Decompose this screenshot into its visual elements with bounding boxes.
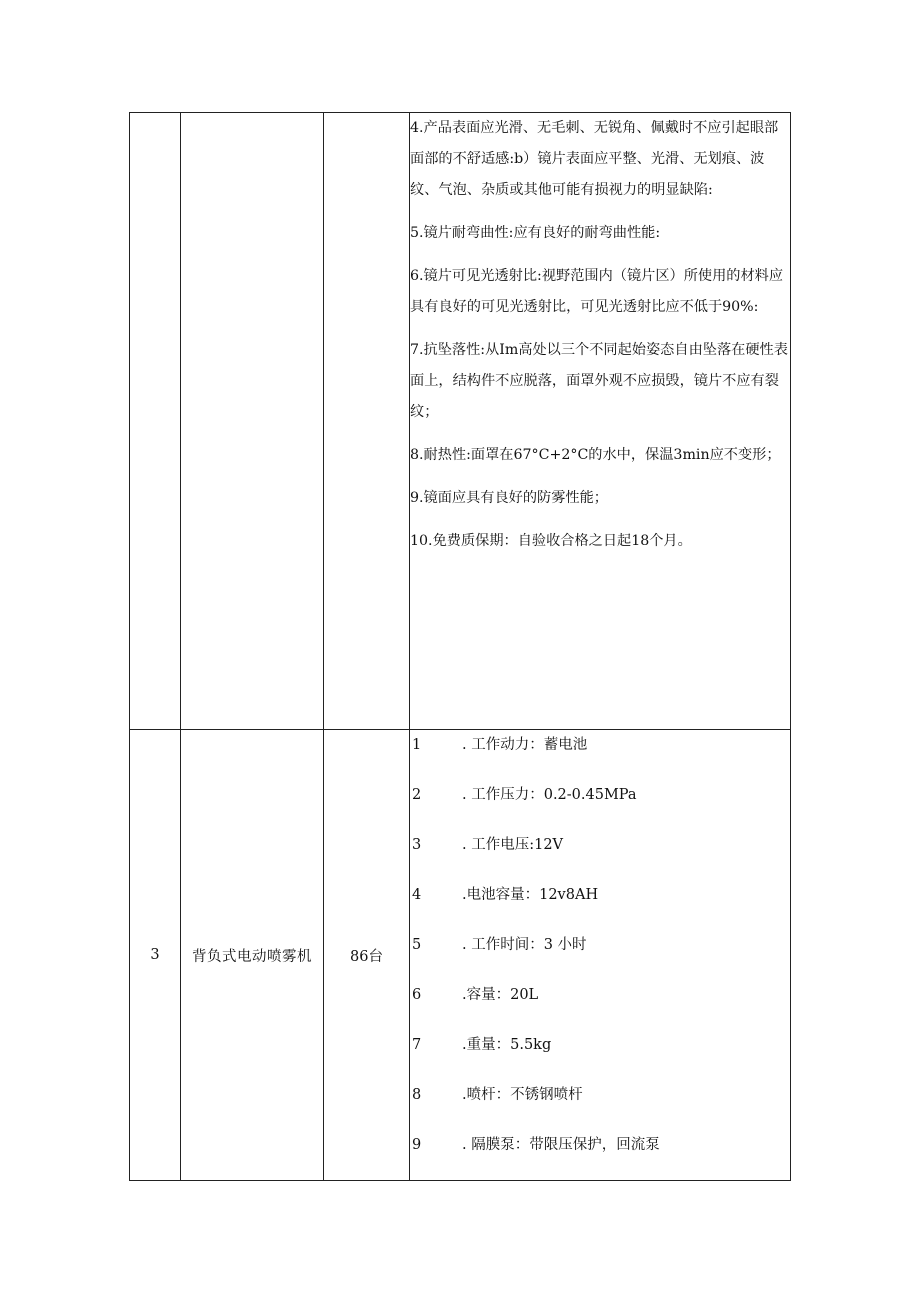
spec-text: .容量：20L <box>462 987 539 1003</box>
spec-number: 9 <box>412 1137 422 1153</box>
requirement-item: 4.产品表面应光滑、无毛刺、无锐角、佩戴时不应引起眼部面部的不舒适感:b）镜片表面应平整、光滑、无划痕、波纹、气泡、杂质或其他可能有损视力的明显缺陷: <box>410 120 779 198</box>
spec-text: .喷杆：不锈钢喷杆 <box>462 1087 583 1103</box>
spec-number: 1 <box>412 737 422 753</box>
spec-number: 3 <box>412 837 422 853</box>
spec-item <box>410 780 790 830</box>
table-row-item-3 <box>130 730 791 1181</box>
spec-item <box>410 1130 790 1180</box>
spec-item <box>410 730 790 780</box>
spec-text: . 工作动力：蓄电池 <box>462 737 588 753</box>
spec-item <box>410 1030 790 1080</box>
spec-item <box>410 930 790 980</box>
requirement-item: 10.免费质保期：自验收合格之日起18个月。 <box>410 533 692 549</box>
spec-text: . 工作时间：3 小时 <box>462 937 587 953</box>
name-cell <box>181 113 324 730</box>
requirement-item: 9.镜面应具有良好的防雾性能； <box>410 490 608 506</box>
spec-number: 8 <box>412 1087 422 1103</box>
index-cell <box>130 113 181 730</box>
specs-cell <box>410 730 791 1181</box>
spec-text: . 工作压力：0.2-0.45MPa <box>462 787 637 803</box>
requirements-cell <box>410 113 791 730</box>
name-cell: 背负式电动喷雾机 <box>181 730 324 1181</box>
spec-number: 2 <box>412 787 422 803</box>
spec-text: . 工作电压:12V <box>462 837 564 853</box>
index-cell: 3 <box>130 730 181 1181</box>
requirement-item: 5.镜片耐弯曲性:应有良好的耐弯曲性能: <box>410 225 661 241</box>
quantity-cell <box>324 113 410 730</box>
requirement-item: 6.镜片可见光透射比:视野范围内（镜片区）所使用的材料应具有良好的可见光透射比，可见光透射比应不低于90%: <box>410 268 784 315</box>
spec-table <box>129 112 791 1181</box>
table-row-prev-item <box>130 113 791 730</box>
spec-number: 5 <box>412 937 422 953</box>
requirement-item: 8.耐热性:面罩在67°C+2°C的水中，保温3min应不变形； <box>410 447 781 463</box>
spec-item <box>410 1080 790 1130</box>
spec-number: 7 <box>412 1037 422 1053</box>
spec-item <box>410 830 790 880</box>
quantity-cell: 86台 <box>324 730 410 1181</box>
requirement-item: 7.抗坠落性:从Im高处以三个不同起始姿态自由坠落在硬性表面上，结构件不应脱落，面罩外观不应损毁，镜片不应有裂纹； <box>410 342 788 420</box>
spec-number: 6 <box>412 987 422 1003</box>
spec-number: 4 <box>412 887 422 903</box>
spec-text: . 隔膜泵：带限压保护，回流泵 <box>462 1137 660 1153</box>
spec-text: .电池容量：12v8AH <box>462 887 599 903</box>
spec-text: .重量：5.5kg <box>462 1037 552 1053</box>
spec-item <box>410 980 790 1030</box>
spec-item <box>410 880 790 930</box>
